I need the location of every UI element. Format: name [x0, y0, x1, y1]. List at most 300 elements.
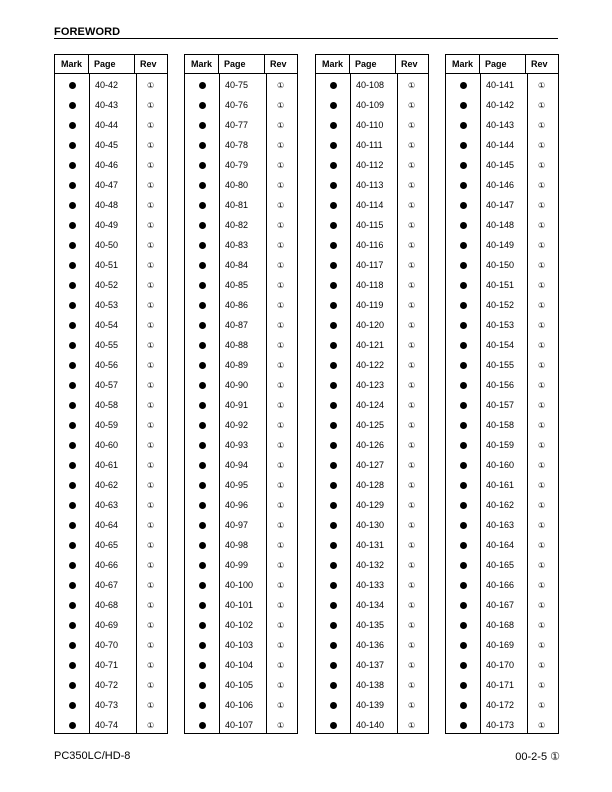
rev-cell: ① [538, 620, 546, 630]
page-cell: 40-113 [356, 180, 384, 190]
column-header-rev: Rev [401, 59, 418, 69]
rev-cell: ① [408, 140, 416, 150]
mark-cell [316, 402, 350, 409]
page-cell: 40-45 [95, 140, 119, 150]
mark-cell [55, 282, 89, 289]
page-cell: 40-144 [486, 140, 515, 150]
bullet-mark-icon [69, 222, 76, 229]
mark-cell [55, 542, 89, 549]
rev-cell: ① [538, 420, 546, 430]
bullet-mark-icon [199, 682, 206, 689]
page-cell: 40-98 [225, 540, 249, 550]
rev-cell: ① [538, 160, 546, 170]
table-row [316, 235, 428, 255]
rev-cell: ① [277, 220, 285, 230]
bullet-mark-icon [199, 462, 206, 469]
bullet-mark-icon [330, 342, 337, 349]
footer-page-number: 00-2-5 ① [515, 751, 560, 763]
page-cell: 40-105 [225, 680, 254, 690]
mark-cell [446, 542, 480, 549]
page-cell: 40-100 [225, 580, 254, 590]
table-row [446, 455, 558, 475]
rev-cell: ① [538, 380, 546, 390]
rev-cell: ① [277, 100, 285, 110]
table-row [55, 615, 167, 635]
bullet-mark-icon [460, 462, 467, 469]
mark-cell [55, 182, 89, 189]
column-header-mark: Mark [55, 55, 89, 73]
rev-cell: ① [147, 520, 155, 530]
page-cell: 40-56 [95, 360, 119, 370]
rev-cell: ① [538, 700, 546, 710]
rev-cell: ① [277, 320, 285, 330]
table-row [446, 695, 558, 715]
table-row [55, 435, 167, 455]
bullet-mark-icon [69, 522, 76, 529]
table-row [316, 675, 428, 695]
rev-cell: ① [408, 260, 416, 270]
mark-cell [55, 222, 89, 229]
bullet-mark-icon [460, 382, 467, 389]
mark-cell [446, 642, 480, 649]
page-cell: 40-50 [95, 240, 119, 250]
bullet-mark-icon [199, 422, 206, 429]
mark-cell [446, 622, 480, 629]
page-cell: 40-88 [225, 340, 249, 350]
page-cell: 40-94 [225, 460, 249, 470]
page-cell: 40-169 [486, 640, 515, 650]
bullet-mark-icon [69, 702, 76, 709]
table-row [185, 675, 297, 695]
table-row [185, 475, 297, 495]
bullet-mark-icon [69, 82, 76, 89]
mark-cell [446, 462, 480, 469]
mark-cell [316, 382, 350, 389]
bullet-mark-icon [199, 282, 206, 289]
bullet-mark-icon [199, 402, 206, 409]
table-row [55, 75, 167, 95]
page-cell: 40-107 [225, 720, 254, 730]
page-cell: 40-76 [225, 100, 249, 110]
table-row [55, 335, 167, 355]
rev-cell: ① [408, 700, 416, 710]
table-row [316, 115, 428, 135]
table-row [316, 215, 428, 235]
page-cell: 40-120 [356, 320, 385, 330]
table-row [55, 95, 167, 115]
mark-cell [316, 582, 350, 589]
bullet-mark-icon [330, 302, 337, 309]
page-cell: 40-166 [486, 580, 515, 590]
rev-cell: ① [277, 80, 285, 90]
bullet-mark-icon [460, 362, 467, 369]
table-row [55, 495, 167, 515]
mark-cell [185, 182, 219, 189]
table-row [185, 375, 297, 395]
bullet-mark-icon [460, 542, 467, 549]
table-row [185, 75, 297, 95]
mark-cell [446, 262, 480, 269]
column-header-rev: Rev [531, 59, 548, 69]
rev-cell: ① [147, 480, 155, 490]
table-row [316, 155, 428, 175]
rev-cell: ① [147, 640, 155, 650]
bullet-mark-icon [330, 142, 337, 149]
table-row [55, 575, 167, 595]
revision-table [315, 54, 429, 734]
table-row [185, 435, 297, 455]
table-row [55, 375, 167, 395]
page-cell: 40-95 [225, 480, 249, 490]
mark-cell [185, 462, 219, 469]
page-cell: 40-102 [225, 620, 254, 630]
table-row [446, 415, 558, 435]
table-row [55, 395, 167, 415]
bullet-mark-icon [460, 222, 467, 229]
bullet-mark-icon [460, 322, 467, 329]
mark-cell [185, 642, 219, 649]
table-row [316, 535, 428, 555]
table-row [55, 695, 167, 715]
bullet-mark-icon [69, 362, 76, 369]
page-cell: 40-140 [356, 720, 385, 730]
rev-cell: ① [147, 80, 155, 90]
rev-cell: ① [147, 560, 155, 570]
table-row [185, 175, 297, 195]
rev-cell: ① [408, 340, 416, 350]
rev-cell: ① [147, 580, 155, 590]
mark-cell [446, 242, 480, 249]
table-row [316, 615, 428, 635]
rev-cell: ① [277, 420, 285, 430]
revision-table [184, 54, 298, 734]
table-row [55, 555, 167, 575]
bullet-mark-icon [330, 522, 337, 529]
rev-cell: ① [277, 460, 285, 470]
rev-cell: ① [147, 280, 155, 290]
page-cell: 40-81 [225, 200, 249, 210]
table-row [316, 95, 428, 115]
footer-model: PC350LC/HD-8 [54, 750, 131, 762]
bullet-mark-icon [460, 562, 467, 569]
bullet-mark-icon [330, 562, 337, 569]
page-cell: 40-154 [486, 340, 515, 350]
page-cell: 40-129 [356, 500, 385, 510]
rev-cell: ① [408, 660, 416, 670]
rev-cell: ① [147, 120, 155, 130]
bullet-mark-icon [69, 682, 76, 689]
table-row [55, 135, 167, 155]
rev-cell: ① [277, 540, 285, 550]
bullet-mark-icon [330, 502, 337, 509]
bullet-mark-icon [199, 322, 206, 329]
bullet-mark-icon [460, 722, 467, 729]
rev-cell: ① [408, 480, 416, 490]
mark-cell [55, 602, 89, 609]
rev-cell: ① [538, 320, 546, 330]
bullet-mark-icon [199, 182, 206, 189]
mark-cell [55, 162, 89, 169]
rev-cell: ① [277, 480, 285, 490]
table-row [55, 415, 167, 435]
bullet-mark-icon [460, 182, 467, 189]
table-row [446, 715, 558, 735]
page-cell: 40-99 [225, 560, 249, 570]
mark-cell [316, 722, 350, 729]
bullet-mark-icon [460, 622, 467, 629]
table-row [316, 395, 428, 415]
bullet-mark-icon [330, 702, 337, 709]
page-cell: 40-79 [225, 160, 249, 170]
mark-cell [55, 242, 89, 249]
page-cell: 40-115 [356, 220, 384, 230]
mark-cell [185, 442, 219, 449]
rev-cell: ① [147, 660, 155, 670]
page-cell: 40-122 [356, 360, 385, 370]
table-row [55, 315, 167, 335]
rev-cell: ① [538, 400, 546, 410]
mark-cell [446, 562, 480, 569]
bullet-mark-icon [69, 162, 76, 169]
mark-cell [316, 162, 350, 169]
bullet-mark-icon [69, 202, 76, 209]
table-row [185, 455, 297, 475]
bullet-mark-icon [199, 202, 206, 209]
table-row [446, 675, 558, 695]
rev-cell: ① [408, 380, 416, 390]
page-cell: 40-61 [95, 460, 119, 470]
page-cell: 40-142 [486, 100, 515, 110]
table-row [316, 195, 428, 215]
page-cell: 40-126 [356, 440, 385, 450]
mark-cell [55, 642, 89, 649]
table-row [316, 515, 428, 535]
page-cell: 40-48 [95, 200, 119, 210]
bullet-mark-icon [330, 622, 337, 629]
mark-cell [316, 302, 350, 309]
mark-cell [55, 482, 89, 489]
rev-cell: ① [147, 340, 155, 350]
page-cell: 40-65 [95, 540, 119, 550]
bullet-mark-icon [330, 162, 337, 169]
bullet-mark-icon [330, 382, 337, 389]
bullet-mark-icon [460, 522, 467, 529]
bullet-mark-icon [330, 462, 337, 469]
rev-cell: ① [538, 300, 546, 310]
bullet-mark-icon [69, 322, 76, 329]
bullet-mark-icon [460, 582, 467, 589]
rev-cell: ① [277, 380, 285, 390]
table-row [185, 355, 297, 375]
page-cell: 40-123 [356, 380, 385, 390]
table-row [446, 135, 558, 155]
table-row [316, 175, 428, 195]
column-header-mark: Mark [446, 55, 480, 73]
mark-cell [55, 682, 89, 689]
bullet-mark-icon [460, 402, 467, 409]
mark-cell [185, 262, 219, 269]
bullet-mark-icon [460, 202, 467, 209]
page-cell: 40-159 [486, 440, 515, 450]
page-cell: 40-134 [356, 600, 385, 610]
table-row [446, 95, 558, 115]
mark-cell [446, 162, 480, 169]
rev-cell: ① [408, 300, 416, 310]
mark-cell [446, 722, 480, 729]
rev-cell: ① [277, 360, 285, 370]
table-row [185, 255, 297, 275]
table-row [446, 355, 558, 375]
mark-cell [185, 162, 219, 169]
rev-cell: ① [538, 200, 546, 210]
bullet-mark-icon [69, 482, 76, 489]
bullet-mark-icon [69, 382, 76, 389]
page-cell: 40-131 [356, 540, 385, 550]
table-row [316, 635, 428, 655]
bullet-mark-icon [199, 602, 206, 609]
bullet-mark-icon [199, 542, 206, 549]
column-header-page: Page [480, 55, 526, 73]
bullet-mark-icon [69, 282, 76, 289]
table-row [446, 175, 558, 195]
page-cell: 40-111 [356, 140, 383, 150]
page-cell: 40-151 [486, 280, 515, 290]
bullet-mark-icon [199, 382, 206, 389]
bullet-mark-icon [460, 142, 467, 149]
table-row [316, 255, 428, 275]
mark-cell [55, 102, 89, 109]
bullet-mark-icon [69, 462, 76, 469]
bullet-mark-icon [460, 682, 467, 689]
mark-cell [185, 402, 219, 409]
mark-cell [316, 702, 350, 709]
table-row [446, 395, 558, 415]
mark-cell [316, 202, 350, 209]
bullet-mark-icon [69, 502, 76, 509]
revision-table [445, 54, 559, 734]
rev-cell: ① [408, 600, 416, 610]
rev-cell: ① [538, 520, 546, 530]
mark-cell [185, 602, 219, 609]
mark-cell [446, 302, 480, 309]
mark-cell [55, 522, 89, 529]
rev-cell: ① [538, 260, 546, 270]
bullet-mark-icon [69, 102, 76, 109]
page-cell: 40-52 [95, 280, 119, 290]
table-row [55, 635, 167, 655]
bullet-mark-icon [199, 142, 206, 149]
mark-cell [446, 502, 480, 509]
page-cell: 40-106 [225, 700, 254, 710]
table-row [185, 415, 297, 435]
page-cell: 40-137 [356, 660, 385, 670]
mark-cell [185, 222, 219, 229]
mark-cell [446, 202, 480, 209]
bullet-mark-icon [330, 662, 337, 669]
mark-cell [446, 402, 480, 409]
table-row [55, 535, 167, 555]
table-row [55, 655, 167, 675]
rev-cell: ① [538, 100, 546, 110]
bullet-mark-icon [69, 342, 76, 349]
rev-cell: ① [277, 200, 285, 210]
table-row [55, 195, 167, 215]
table-row [446, 75, 558, 95]
page-cell: 40-103 [225, 640, 254, 650]
page-cell: 40-146 [486, 180, 515, 190]
page-cell: 40-127 [356, 460, 385, 470]
bullet-mark-icon [460, 502, 467, 509]
page-cell: 40-173 [486, 720, 515, 730]
mark-cell [446, 442, 480, 449]
page-cell: 40-87 [225, 320, 249, 330]
table-row [55, 275, 167, 295]
table-header [316, 55, 428, 74]
table-row [446, 615, 558, 635]
table-row [316, 455, 428, 475]
page-cell: 40-75 [225, 80, 249, 90]
table-row [55, 155, 167, 175]
mark-cell [316, 442, 350, 449]
rev-cell: ① [147, 680, 155, 690]
table-row [316, 415, 428, 435]
table-row [446, 515, 558, 535]
column-header-page: Page [89, 55, 135, 73]
table-row [185, 155, 297, 175]
rev-cell: ① [408, 640, 416, 650]
rev-cell: ① [408, 160, 416, 170]
page-cell: 40-51 [95, 260, 119, 270]
rev-cell: ① [408, 360, 416, 370]
bullet-mark-icon [199, 122, 206, 129]
rev-cell: ① [538, 440, 546, 450]
bullet-mark-icon [199, 702, 206, 709]
mark-cell [185, 202, 219, 209]
mark-cell [55, 502, 89, 509]
rev-cell: ① [408, 560, 416, 570]
table-row [446, 115, 558, 135]
rev-cell: ① [147, 260, 155, 270]
bullet-mark-icon [330, 102, 337, 109]
page-cell: 40-121 [356, 340, 385, 350]
mark-cell [55, 722, 89, 729]
table-row [185, 235, 297, 255]
page-cell: 40-172 [486, 700, 515, 710]
page-cell: 40-155 [486, 360, 515, 370]
bullet-mark-icon [69, 602, 76, 609]
bullet-mark-icon [460, 602, 467, 609]
page-cell: 40-149 [486, 240, 515, 250]
table-row [316, 495, 428, 515]
bullet-mark-icon [330, 602, 337, 609]
rev-cell: ① [538, 460, 546, 470]
page-cell: 40-141 [486, 80, 515, 90]
bullet-mark-icon [199, 622, 206, 629]
page-cell: 40-145 [486, 160, 515, 170]
bullet-mark-icon [330, 362, 337, 369]
rev-cell: ① [408, 580, 416, 590]
bullet-mark-icon [69, 242, 76, 249]
mark-cell [55, 202, 89, 209]
bullet-mark-icon [460, 162, 467, 169]
rev-cell: ① [538, 340, 546, 350]
page-cell: 40-124 [356, 400, 385, 410]
table-row [185, 575, 297, 595]
page-cell: 40-136 [356, 640, 385, 650]
mark-cell [446, 282, 480, 289]
mark-cell [446, 82, 480, 89]
mark-cell [446, 702, 480, 709]
